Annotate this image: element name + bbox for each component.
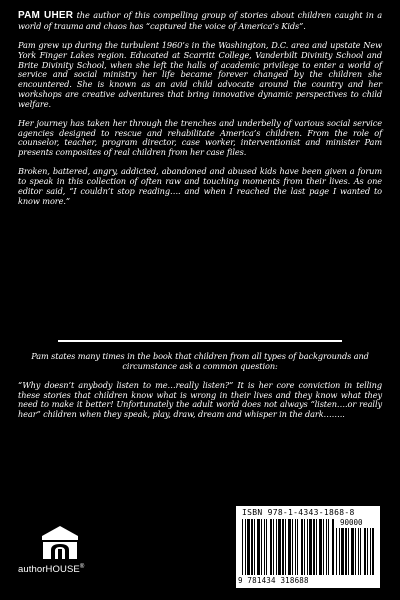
barcode-bar [336, 528, 337, 575]
isbn-text: ISBN 978-1-4343-1868-8 [242, 508, 355, 517]
barcode-bar [328, 519, 329, 575]
barcode-bar [251, 519, 253, 575]
blurb-bottom [18, 352, 382, 429]
intro-paragraph [18, 10, 382, 32]
barcode-bar [307, 519, 308, 575]
barcode-bar [339, 528, 340, 575]
journey-paragraph: Her journey has taken her through the trenches and underbelly of various social service agencies designed to rescue and rehabilitate America’s children. From the role of counselor, teacher, program director, case worker, interventionist and minister Pam presents composites of real children from her case files. [18, 117, 382, 158]
barcode-bar [345, 528, 347, 575]
barcode-bar [266, 519, 267, 575]
barcode-bar [367, 528, 368, 575]
barcode-bar [301, 519, 303, 575]
barcode-bar [288, 519, 291, 575]
barcode-bar [278, 519, 281, 575]
barcode-bar [264, 519, 265, 575]
barcode-bar [247, 519, 250, 575]
publisher-name [18, 564, 108, 575]
publisher-label: authorHOUSE [18, 564, 80, 575]
question-intro-paragraph: Pam states many times in the book that children from all types of backgrounds and circumstance ask a common question: [31, 351, 369, 371]
barcode-bar [326, 519, 327, 575]
ean-barcode-bars [242, 519, 334, 575]
barcode-bar [358, 528, 359, 575]
isbn-barcode [236, 506, 380, 588]
barcode-bar [341, 528, 344, 575]
barcode-bar [254, 519, 255, 575]
barcode-bar [332, 519, 334, 575]
barcode-bar [282, 519, 284, 575]
price-code-text: 90000 [340, 518, 363, 527]
author-name: PAM UHER [18, 10, 74, 21]
barcode-bar [323, 519, 324, 575]
bio-paragraph: Pam grew up during the turbulent 1960’s in the Washington, D.C. area and upstate New York Finger Lakes region. Educated at Scarritt College, Vanderbilt Divinity School and Brite Divinity School, when she left the halls of academic privilege to enter a world of service and social ministry her life became forever changed by the children she encountered. She is known as an avid child advocate around the country and her workshops are creative adventures that bring innovative dynamic perspectives to child welfare. [18, 39, 382, 109]
barcode-bar [316, 519, 317, 575]
registered-mark: ® [79, 564, 85, 570]
barcode-bar [295, 519, 296, 575]
divider-rule [58, 340, 342, 342]
barcode-bar [351, 528, 354, 575]
collection-paragraph: Broken, battered, angry, addicted, abandoned and abused kids have been given a forum to speak in this collection of often raw and touching moments from their lives. As one editor said, “I couldn’t stop reading…. and when I reached the last page I wanted to know more.” [18, 166, 382, 206]
barcode-bar [319, 519, 322, 575]
barcode-bar [245, 519, 246, 575]
barcode-number-text: 9 781434 318688 [238, 576, 309, 585]
barcode-bar [313, 519, 315, 575]
barcode-bar [304, 519, 305, 575]
barcode-bar [348, 528, 349, 575]
barcode-bar [261, 519, 262, 575]
barcode-bar [309, 519, 312, 575]
barcode-bar [360, 528, 361, 575]
barcode-bar [370, 528, 371, 575]
authorhouse-house-logo-icon [40, 525, 80, 561]
barcode-bar [276, 519, 277, 575]
barcode-bar [242, 519, 243, 575]
barcode-bar [355, 528, 356, 575]
blurb-top [18, 10, 382, 216]
intro-text: the author of this compelling group of stories about children caught in a world of trauma and chaos has “captured the voice of America’s Kids”. [18, 10, 382, 31]
barcode-bar [364, 528, 366, 575]
publisher-logo [18, 525, 108, 585]
barcode-bar [270, 519, 272, 575]
barcode-bar [297, 519, 298, 575]
barcode-bar [292, 519, 293, 575]
barcode-bar [257, 519, 260, 575]
conviction-paragraph: “Why doesn’t anybody listen to me…really listen?” It is her core conviction in telling these stories that children know what is wrong in their lives and they know what they need to make it better! Unfortunately the adult world does not always “listen….or really hear” children when they speak, play, draw, dream and whisper in the dark…….. [18, 379, 382, 420]
barcode-bar [372, 528, 374, 575]
barcode-bar [285, 519, 286, 575]
barcode-bar [273, 519, 274, 575]
price-barcode-bars [336, 528, 374, 575]
